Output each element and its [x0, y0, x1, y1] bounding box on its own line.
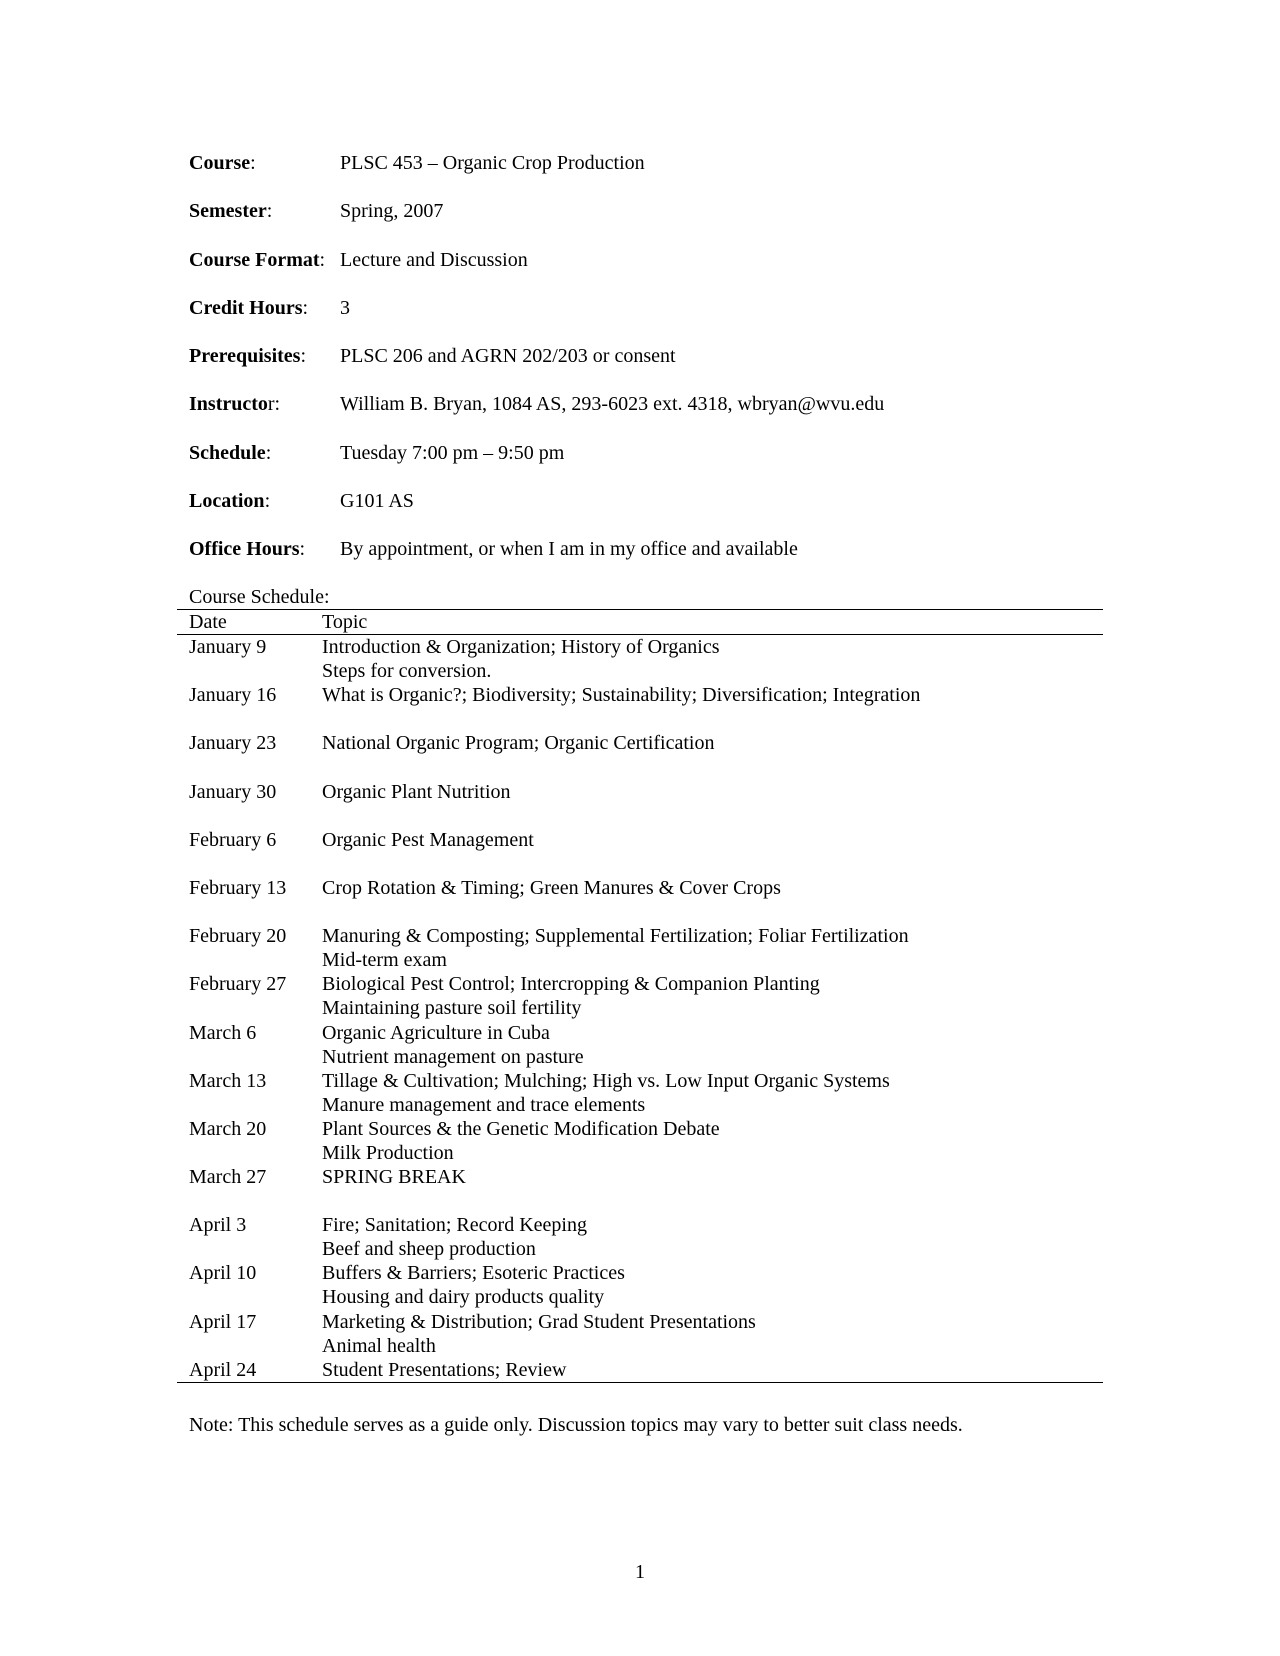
table-row — [177, 1165, 1103, 1213]
row-topic: What is Organic?; Biodiversity; Sustainability; Diversification; Integration — [322, 684, 921, 707]
table-row — [177, 972, 1103, 1020]
info-label-suffix: r: — [267, 393, 281, 416]
row-topic: Organic Pest Management — [322, 828, 534, 851]
info-row-course-format — [189, 246, 1109, 294]
row-topic: Manuring & Composting; Supplemental Fertilization; Foliar Fertilization — [322, 925, 909, 948]
row-date: January 9 — [189, 636, 267, 658]
row-date: January 23 — [189, 732, 277, 755]
info-row-instructor — [189, 390, 1109, 438]
table-row — [177, 1261, 1103, 1309]
row-topic: Marketing & Distribution; Grad Student Presentations — [322, 1310, 756, 1333]
table-row — [177, 1021, 1103, 1069]
info-row-office-hours — [189, 535, 1109, 583]
info-label: Credit Hours — [189, 296, 303, 319]
info-row-prerequisites — [189, 342, 1109, 390]
table-row — [177, 828, 1103, 876]
row-subtopic: Nutrient management on pasture — [322, 1045, 584, 1068]
table-row — [177, 1117, 1103, 1165]
column-header-topic: Topic — [322, 611, 368, 633]
info-row-schedule — [189, 439, 1109, 487]
row-date: March 20 — [189, 1117, 267, 1140]
info-label-suffix: : — [300, 345, 307, 368]
row-topic: Biological Pest Control; Intercropping & Companion Planting — [322, 973, 820, 996]
info-label-suffix: : — [299, 538, 306, 561]
info-label: Course Format — [189, 248, 320, 271]
info-label-suffix: : — [265, 441, 272, 464]
course-info — [189, 149, 1109, 584]
row-subtopic: Beef and sheep production — [322, 1238, 536, 1261]
row-topic: SPRING BREAK — [322, 1166, 466, 1189]
row-topic: Organic Agriculture in Cuba — [322, 1021, 550, 1044]
row-topic: Student Presentations; Review — [322, 1358, 567, 1381]
schedule-table — [177, 609, 1103, 1383]
info-label-suffix: : — [319, 248, 326, 271]
info-label: Course — [189, 152, 251, 174]
info-value: PLSC 206 and AGRN 202/203 or consent — [340, 345, 676, 368]
row-subtopic: Steps for conversion. — [322, 660, 492, 682]
info-value: G101 AS — [340, 490, 414, 513]
row-date: January 16 — [189, 684, 277, 707]
row-topic: Buffers & Barriers; Esoteric Practices — [322, 1262, 625, 1285]
info-label-suffix: : — [302, 296, 309, 319]
row-topic: Crop Rotation & Timing; Green Manures & Cover Crops — [322, 876, 781, 899]
info-value: Lecture and Discussion — [340, 248, 528, 271]
row-date: February 27 — [189, 973, 287, 996]
info-label: Instructo — [189, 393, 268, 416]
row-topic: Fire; Sanitation; Record Keeping — [322, 1214, 587, 1237]
table-row — [177, 1310, 1103, 1358]
row-topic: Tillage & Cultivation; Mulching; High vs. Low Input Organic Systems — [322, 1069, 890, 1092]
table-row — [177, 1358, 1103, 1382]
row-date: March 13 — [189, 1069, 267, 1092]
row-date: April 17 — [189, 1310, 257, 1333]
table-row — [177, 731, 1103, 779]
info-row-location — [189, 487, 1109, 535]
info-label-suffix: : — [264, 490, 271, 513]
row-date: March 27 — [189, 1166, 267, 1189]
table-row — [177, 780, 1103, 828]
info-label: Prerequisites — [189, 345, 301, 368]
row-topic: Organic Plant Nutrition — [322, 780, 511, 803]
info-row-semester — [189, 197, 1109, 245]
info-value: By appointment, or when I am in my office and available — [340, 538, 798, 561]
schedule-header-row — [177, 610, 1103, 635]
row-topic: Plant Sources & the Genetic Modification Debate — [322, 1117, 720, 1140]
info-value: Tuesday 7:00 pm – 9:50 pm — [340, 441, 565, 464]
info-label: Office Hours — [189, 538, 300, 561]
info-value: 3 — [340, 296, 350, 319]
row-date: April 3 — [189, 1214, 247, 1237]
table-row — [177, 876, 1103, 924]
row-subtopic: Maintaining pasture soil fertility — [322, 997, 582, 1020]
row-topic: Introduction & Organization; History of Organics — [322, 636, 720, 658]
row-subtopic: Housing and dairy products quality — [322, 1286, 605, 1309]
info-row-course — [189, 149, 1109, 197]
table-row — [177, 924, 1103, 972]
row-date: April 24 — [189, 1358, 257, 1381]
info-value: Spring, 2007 — [340, 200, 444, 223]
row-subtopic: Mid-term exam — [322, 949, 447, 972]
row-subtopic: Milk Production — [322, 1141, 454, 1164]
row-date: March 6 — [189, 1021, 257, 1044]
row-date: February 20 — [189, 925, 287, 948]
table-row — [177, 1213, 1103, 1261]
row-subtopic: Manure management and trace elements — [322, 1093, 646, 1116]
info-value: PLSC 453 – Organic Crop Production — [340, 152, 645, 174]
page-number: 1 — [635, 1561, 645, 1583]
schedule-caption: Course Schedule: — [189, 586, 330, 608]
row-date: April 10 — [189, 1262, 257, 1285]
info-label-suffix: : — [250, 152, 256, 174]
row-subtopic: Animal health — [322, 1334, 436, 1357]
row-date: February 13 — [189, 876, 287, 899]
info-label-suffix: : — [266, 200, 273, 223]
table-row — [177, 683, 1103, 731]
row-date: January 30 — [189, 780, 277, 803]
row-topic: National Organic Program; Organic Certification — [322, 732, 715, 755]
table-row — [177, 1069, 1103, 1117]
info-label: Location — [189, 490, 265, 513]
info-label: Semester — [189, 200, 267, 223]
schedule-note: Note: This schedule serves as a guide only. Discussion topics may vary to better suit class needs. — [189, 1414, 963, 1436]
info-row-credit-hours — [189, 294, 1109, 342]
table-row — [177, 635, 1103, 683]
row-date: February 6 — [189, 828, 277, 851]
column-header-date: Date — [189, 611, 227, 633]
info-label: Schedule — [189, 441, 266, 464]
info-value: William B. Bryan, 1084 AS, 293-6023 ext. 4318, wbryan@wvu.edu — [340, 393, 885, 416]
